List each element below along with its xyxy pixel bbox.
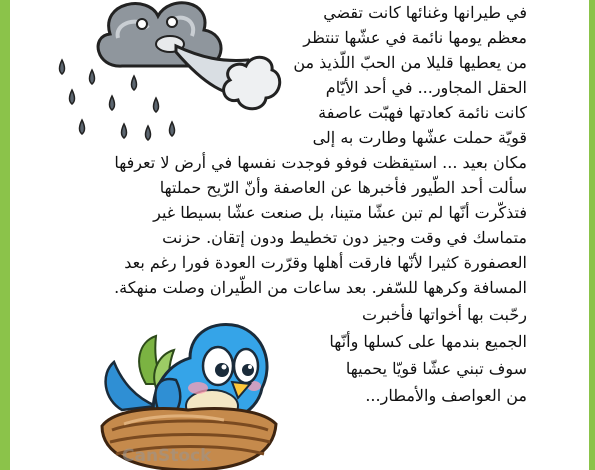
story-line-5: كانت نائمة كعادتها فهبّت عاصفة [318, 103, 527, 122]
story-line-8: سألت أحد الطّيور فأخبرها عن العاصفة وأنّ الرّيح حملتها [159, 178, 527, 197]
story-line-6: قويّة حملت عشّها وطارت به إلى [312, 128, 527, 147]
story-line-9: فتذكّرت أنّها لم تبن عشّا متينا، بل صنعت عشّا بسيطا غير [153, 203, 527, 222]
story-line-4: الحقل المجاور... في أحد الأيّام [325, 78, 527, 97]
story-line-7: مكان بعيد ... استيقظت فوفو فوجدت نفسها في أرض لا تعرفها [114, 153, 527, 172]
story-line-3: من يعطيها قليلا من الحبّ اللّذيذ من [293, 53, 527, 72]
story-line-15: سوف تبني عشّا قويّا يحميها [345, 359, 527, 378]
story-line-13: رحّبت بها أخواتها فأخبرت [362, 305, 527, 324]
story-line-12: المسافة وكرهها للسّفر. بعد ساعات من الطّيران وصلت منهكة. [114, 278, 527, 297]
storm-cloud-icon [52, 0, 284, 150]
story-line-11: العصفورة كثيرا لأنّها فارقت أهلها وقرّرت العودة فورا رغم بعد [124, 253, 527, 272]
story-line-14: الجميع بندمها على كسلها وأنّها [329, 332, 527, 351]
story-line-1: في طيرانها وغنائها كانت تقضي [323, 3, 527, 22]
watermark: CanStock [122, 446, 212, 466]
story-line-10: متماسك في وقت وجيز دون تخطيط ودون إتقان. حزنت [162, 228, 527, 247]
story-line-16: من العواصف والأمطار... [365, 386, 527, 405]
story-line-2: معظم يومها نائمة في عشّها تنتظر [303, 28, 527, 47]
